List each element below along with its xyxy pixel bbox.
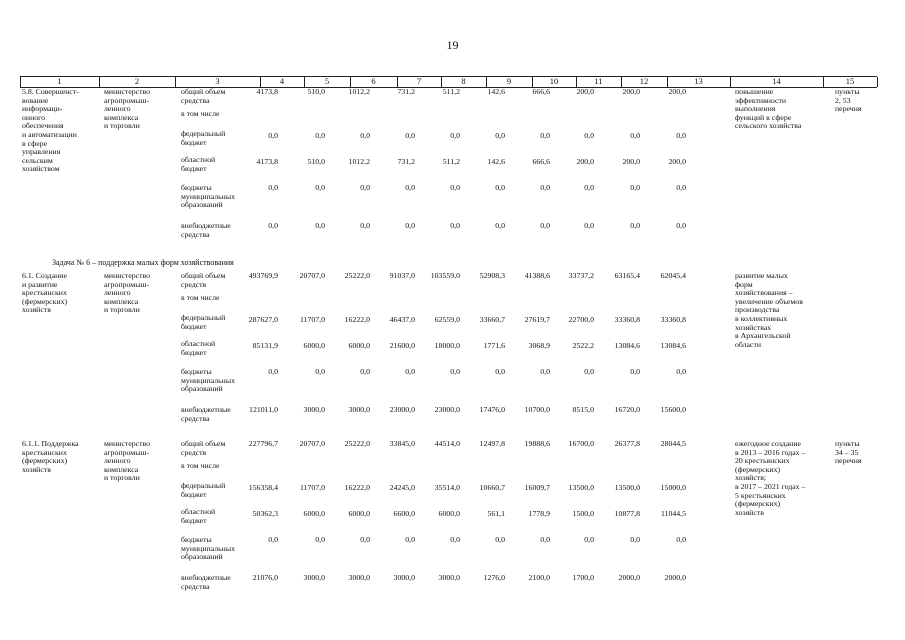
- column-number: 1: [57, 76, 62, 86]
- column-number: 8: [461, 76, 466, 86]
- funding-value: 731,2: [397, 157, 415, 166]
- funding-value: 0,0: [676, 221, 686, 230]
- funding-value: 13084,6: [660, 341, 686, 350]
- column-number: 7: [416, 76, 422, 86]
- funding-value: 10877,8: [614, 509, 640, 518]
- funding-value: 6000,0: [438, 509, 460, 518]
- funding-value: 0,0: [268, 535, 278, 544]
- funding-value: 20707,0: [299, 439, 325, 448]
- funding-source-label: в том числе: [181, 109, 220, 118]
- funding-source-label: областной бюджет: [181, 339, 216, 357]
- funding-value: 3000,0: [303, 573, 325, 582]
- funding-value: 0,0: [405, 131, 415, 140]
- measure-name: 6.1.1. Поддержка крестьянских (фермерских) хозяйств: [22, 439, 79, 474]
- funding-value: 0,0: [360, 221, 370, 230]
- funding-value: 0,0: [630, 131, 640, 140]
- funding-value: 0,0: [268, 183, 278, 192]
- column-number: 13: [694, 76, 703, 86]
- funding-value: 1700,0: [572, 573, 594, 582]
- funding-value: 16720,0: [614, 405, 640, 414]
- funding-value: 33845,0: [389, 439, 415, 448]
- funding-value: 91037,0: [389, 271, 415, 280]
- funding-value: 8515,0: [572, 405, 594, 414]
- funding-value: 156358,4: [248, 483, 278, 492]
- column-number: 15: [845, 76, 855, 86]
- funding-value: 0,0: [315, 131, 325, 140]
- funding-value: 3000,0: [438, 573, 460, 582]
- funding-value: 0,0: [405, 367, 415, 376]
- funding-value: 28044,5: [660, 439, 686, 448]
- funding-value: 666,6: [532, 87, 550, 96]
- funding-source-label: в том числе: [181, 461, 220, 470]
- funding-value: 0,0: [360, 131, 370, 140]
- funding-value: 33360,8: [614, 315, 640, 324]
- funding-value: 23000,0: [389, 405, 415, 414]
- funding-value: 1500,0: [572, 509, 594, 518]
- funding-value: 3000,0: [303, 405, 325, 414]
- funding-value: 12497,8: [479, 439, 505, 448]
- column-number: 5: [324, 76, 330, 86]
- funding-value: 0,0: [540, 221, 550, 230]
- funding-value: 287627,0: [248, 315, 278, 324]
- funding-value: 25222,0: [344, 271, 370, 280]
- funding-value: 511,2: [442, 157, 460, 166]
- funding-value: 0,0: [540, 183, 550, 192]
- funding-value: 0,0: [495, 221, 505, 230]
- funding-value: 19888,6: [524, 439, 550, 448]
- funding-value: 3068,9: [528, 341, 550, 350]
- funding-value: 200,0: [668, 157, 686, 166]
- funding-value: 2000,0: [664, 573, 686, 582]
- list-points: пункты 2, 53 перечня: [835, 87, 862, 114]
- measure-name: 5.8. Совершенст- вование информаци- онного обеспечения и автоматизации в сфере управления сельским хозяйством: [22, 87, 79, 174]
- funding-value: 6600,0: [393, 509, 415, 518]
- funding-value: 6000,0: [303, 341, 325, 350]
- list-points: пункты 34 – 35 перечня: [835, 439, 862, 466]
- funding-value: 0,0: [676, 535, 686, 544]
- funding-value: 10660,7: [479, 483, 505, 492]
- funding-value: 3000,0: [348, 573, 370, 582]
- funding-value: 22700,0: [568, 315, 594, 324]
- funding-source-label: внебюджетные средства: [181, 405, 231, 423]
- funding-value: 510,0: [307, 157, 325, 166]
- funding-value: 0,0: [676, 367, 686, 376]
- funding-value: 44514,0: [434, 439, 460, 448]
- funding-value: 0,0: [405, 183, 415, 192]
- funding-value: 142,6: [487, 157, 505, 166]
- funding-value: 0,0: [268, 221, 278, 230]
- column-number: 14: [772, 76, 781, 86]
- funding-source-label: бюджеты муниципальных образований: [181, 183, 235, 210]
- funding-value: 13500,0: [568, 483, 594, 492]
- funding-value: 511,2: [442, 87, 460, 96]
- funding-value: 16222,0: [344, 315, 370, 324]
- funding-value: 52908,3: [479, 271, 505, 280]
- funding-value: 3000,0: [393, 573, 415, 582]
- funding-value: 0,0: [405, 221, 415, 230]
- funding-value: 25222,0: [344, 439, 370, 448]
- funding-value: 0,0: [450, 131, 460, 140]
- funding-source-label: федеральный бюджет: [181, 313, 226, 331]
- funding-value: 15000,0: [660, 483, 686, 492]
- funding-value: 27619,7: [524, 315, 550, 324]
- funding-value: 41388,6: [524, 271, 550, 280]
- column-number: 10: [549, 76, 559, 86]
- funding-value: 0,0: [360, 535, 370, 544]
- funding-value: 0,0: [495, 183, 505, 192]
- executor-name: министерство агропромыш- ленного комплекса и торговли: [104, 439, 151, 483]
- funding-value: 62559,0: [434, 315, 460, 324]
- funding-value: 24245,0: [389, 483, 415, 492]
- funding-value: 0,0: [450, 221, 460, 230]
- funding-value: 0,0: [540, 131, 550, 140]
- expected-result: ежегодное создание в 2013 – 2016 годах – 20 крестьянских (фермерских) хозяйств; в 2017 – 2021 годах – 5 крестьянских (фермерских) хозяйств: [735, 439, 806, 517]
- column-number: 3: [215, 76, 220, 86]
- funding-source-label: областной бюджет: [181, 507, 216, 525]
- funding-source-label: федеральный бюджет: [181, 481, 226, 499]
- funding-value: 85131,9: [252, 341, 278, 350]
- funding-value: 3000,0: [348, 405, 370, 414]
- funding-value: 20707,0: [299, 271, 325, 280]
- funding-value: 0,0: [405, 535, 415, 544]
- task-subtitle: Задача № 6 – поддержка малых форм хозяйствования: [52, 258, 234, 267]
- funding-value: 0,0: [315, 221, 325, 230]
- funding-value: 50362,3: [252, 509, 278, 518]
- funding-value: 0,0: [450, 367, 460, 376]
- funding-value: 0,0: [315, 535, 325, 544]
- funding-value: 33360,8: [660, 315, 686, 324]
- expected-result: развитие малых форм хозяйствования – увеличение объемов производства в коллективных хозяйствах в Архангельской области: [735, 271, 803, 349]
- funding-source-label: в том числе: [181, 293, 220, 302]
- funding-value: 11707,0: [299, 483, 325, 492]
- funding-source-label: общий объем средства: [181, 87, 226, 105]
- funding-value: 13500,0: [614, 483, 640, 492]
- page-number: 19: [446, 38, 459, 52]
- column-number: 12: [639, 76, 649, 86]
- funding-value: 0,0: [268, 367, 278, 376]
- funding-value: 200,0: [668, 87, 686, 96]
- funding-value: 1012,2: [348, 87, 370, 96]
- funding-value: 0,0: [630, 535, 640, 544]
- funding-source-label: общий объем средств: [181, 439, 226, 457]
- funding-value: 0,0: [584, 131, 594, 140]
- funding-value: 16700,0: [568, 439, 594, 448]
- funding-value: 35514,0: [434, 483, 460, 492]
- funding-value: 0,0: [584, 221, 594, 230]
- funding-value: 731,2: [397, 87, 415, 96]
- expected-result: повышение эффективности выполнения функций в сфере сельского хозяйства: [735, 87, 802, 131]
- funding-value: 0,0: [584, 535, 594, 544]
- funding-value: 0,0: [495, 131, 505, 140]
- funding-value: 0,0: [450, 535, 460, 544]
- funding-value: 0,0: [360, 183, 370, 192]
- funding-value: 0,0: [450, 183, 460, 192]
- funding-value: 23000,0: [434, 405, 460, 414]
- column-number: 11: [594, 76, 603, 86]
- funding-value: 142,6: [487, 87, 505, 96]
- funding-value: 0,0: [584, 367, 594, 376]
- funding-value: 666,6: [532, 157, 550, 166]
- funding-source-label: бюджеты муниципальных образований: [181, 535, 235, 562]
- funding-value: 0,0: [495, 535, 505, 544]
- funding-value: 33660,7: [479, 315, 505, 324]
- funding-value: 18000,0: [434, 341, 460, 350]
- funding-value: 1778,9: [528, 509, 550, 518]
- funding-value: 0,0: [630, 221, 640, 230]
- funding-value: 26377,8: [614, 439, 640, 448]
- funding-value: 17476,0: [479, 405, 505, 414]
- funding-value: 0,0: [540, 535, 550, 544]
- executor-name: министерство агропромыш- ленного комплекса и торговли: [104, 87, 151, 131]
- funding-value: 0,0: [495, 367, 505, 376]
- funding-value: 0,0: [315, 183, 325, 192]
- funding-value: 33737,2: [568, 271, 594, 280]
- column-number: 2: [134, 76, 140, 86]
- funding-value: 21076,0: [252, 573, 278, 582]
- funding-value: 2522,2: [572, 341, 594, 350]
- funding-value: 0,0: [584, 183, 594, 192]
- funding-value: 0,0: [630, 367, 640, 376]
- funding-value: 1771,6: [483, 341, 505, 350]
- funding-value: 0,0: [676, 131, 686, 140]
- funding-value: 4173,8: [256, 157, 278, 166]
- funding-value: 0,0: [315, 367, 325, 376]
- funding-value: 510,0: [307, 87, 325, 96]
- funding-value: 6000,0: [303, 509, 325, 518]
- executor-name: министерство агропромыш- ленного комплекса и торговли: [104, 271, 151, 315]
- funding-source-label: бюджеты муниципальных образований: [181, 367, 235, 394]
- header-divider: [877, 77, 878, 87]
- funding-value: 200,0: [576, 157, 594, 166]
- funding-value: 0,0: [540, 367, 550, 376]
- column-number: 9: [506, 76, 512, 86]
- funding-value: 2000,0: [618, 573, 640, 582]
- column-number: 6: [371, 76, 376, 86]
- funding-value: 1276,0: [483, 573, 505, 582]
- funding-value: 21600,0: [389, 341, 415, 350]
- funding-value: 11707,0: [299, 315, 325, 324]
- funding-source-label: федеральный бюджет: [181, 129, 226, 147]
- funding-value: 13084,6: [614, 341, 640, 350]
- funding-value: 4173,8: [256, 87, 278, 96]
- funding-value: 0,0: [630, 183, 640, 192]
- funding-value: 227796,7: [248, 439, 278, 448]
- funding-value: 2100,0: [528, 573, 550, 582]
- funding-value: 16222,0: [344, 483, 370, 492]
- funding-value: 1012,2: [348, 157, 370, 166]
- funding-value: 6000,0: [348, 509, 370, 518]
- funding-value: 15600,0: [660, 405, 686, 414]
- funding-value: 0,0: [360, 367, 370, 376]
- funding-value: 11044,5: [660, 509, 686, 518]
- measure-name: 6.1. Создание и развитие крестьянских (фермерских) хозяйств: [22, 271, 68, 315]
- funding-source-label: областной бюджет: [181, 155, 216, 173]
- funding-value: 10700,0: [524, 405, 550, 414]
- funding-source-label: общий объем средств: [181, 271, 226, 289]
- funding-value: 6000,0: [348, 341, 370, 350]
- funding-value: 561,1: [487, 509, 505, 518]
- funding-value: 16009,7: [524, 483, 550, 492]
- funding-source-label: внебюджетные средства: [181, 573, 231, 591]
- funding-value: 103559,0: [430, 271, 460, 280]
- funding-value: 0,0: [676, 183, 686, 192]
- funding-value: 63165,4: [614, 271, 640, 280]
- funding-value: 200,0: [622, 157, 640, 166]
- funding-value: 62045,4: [660, 271, 686, 280]
- column-number: 4: [279, 76, 285, 86]
- funding-value: 493769,9: [248, 271, 278, 280]
- funding-value: 46437,0: [389, 315, 415, 324]
- funding-value: 121011,0: [249, 405, 278, 414]
- funding-source-label: внебюджетные средства: [181, 221, 231, 239]
- funding-value: 200,0: [576, 87, 594, 96]
- funding-value: 200,0: [622, 87, 640, 96]
- funding-value: 0,0: [268, 131, 278, 140]
